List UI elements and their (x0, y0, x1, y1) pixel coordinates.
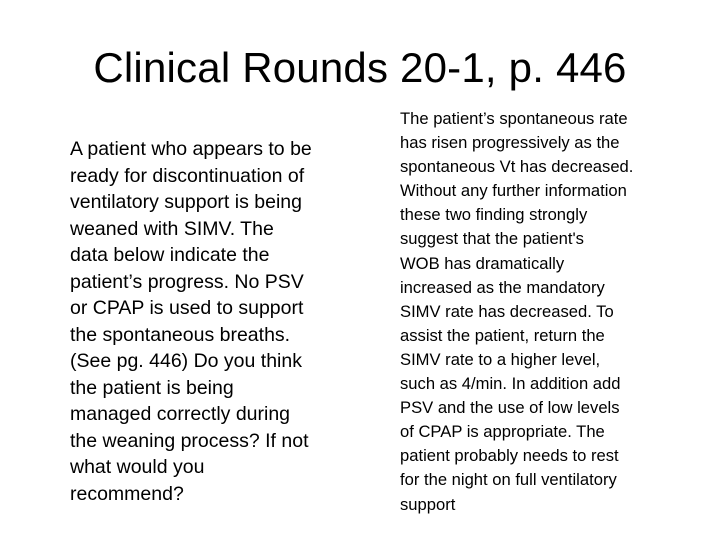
question-line: what would you (70, 456, 205, 478)
question-line: A patient who appears to be (70, 138, 312, 160)
answer-line: PSV and the use of low levels (400, 398, 620, 418)
question-line: weaned with SIMV. The (70, 217, 274, 240)
answer-line: SIMV rate has decreased. To (400, 301, 614, 321)
answer-line: SIMV rate to a higher level, (400, 349, 601, 369)
answer-line: assist the patient, return the (400, 325, 605, 345)
answer-line: patient probably needs to rest (400, 446, 619, 466)
question-line: ventilatory support is being (70, 191, 302, 213)
question-line: the spontaneous breaths. (70, 323, 291, 346)
answer-line: spontaneous Vt has decreased. (400, 157, 634, 177)
answer-line: of CPAP is appropriate. The (400, 422, 605, 442)
answer-line: these two finding strongly (400, 205, 588, 225)
answer-text-block (400, 107, 633, 517)
question-line: data below indicate the (70, 244, 270, 266)
question-text-block (70, 136, 312, 507)
answer-line: such as 4/min. In addition add (400, 374, 621, 394)
answer-line: WOB has dramatically (400, 253, 565, 273)
question-line: managed correctly during (70, 403, 291, 425)
question-line: the patient is being (70, 376, 234, 399)
answer-line: suggest that the patient's (400, 229, 584, 249)
answer-line: for the night on full ventilatory (400, 470, 617, 490)
question-line: or CPAP is used to support (70, 297, 304, 319)
question-line: recommend? (70, 482, 184, 505)
answer-line: The patient’s spontaneous rate (400, 109, 628, 128)
answer-line: increased as the mandatory (400, 277, 605, 297)
slide-title: Clinical Rounds 20-1, p. 446 (93, 44, 627, 91)
answer-line: has risen progressively as the (400, 133, 620, 153)
question-line: ready for discontinuation of (70, 164, 305, 187)
answer-line: support (400, 494, 456, 514)
question-line: (See pg. 446) Do you think (70, 350, 302, 372)
question-line: patient’s progress. No PSV (70, 270, 304, 293)
answer-line: Without any further information (400, 181, 627, 201)
question-line: the weaning process? If not (70, 429, 309, 452)
